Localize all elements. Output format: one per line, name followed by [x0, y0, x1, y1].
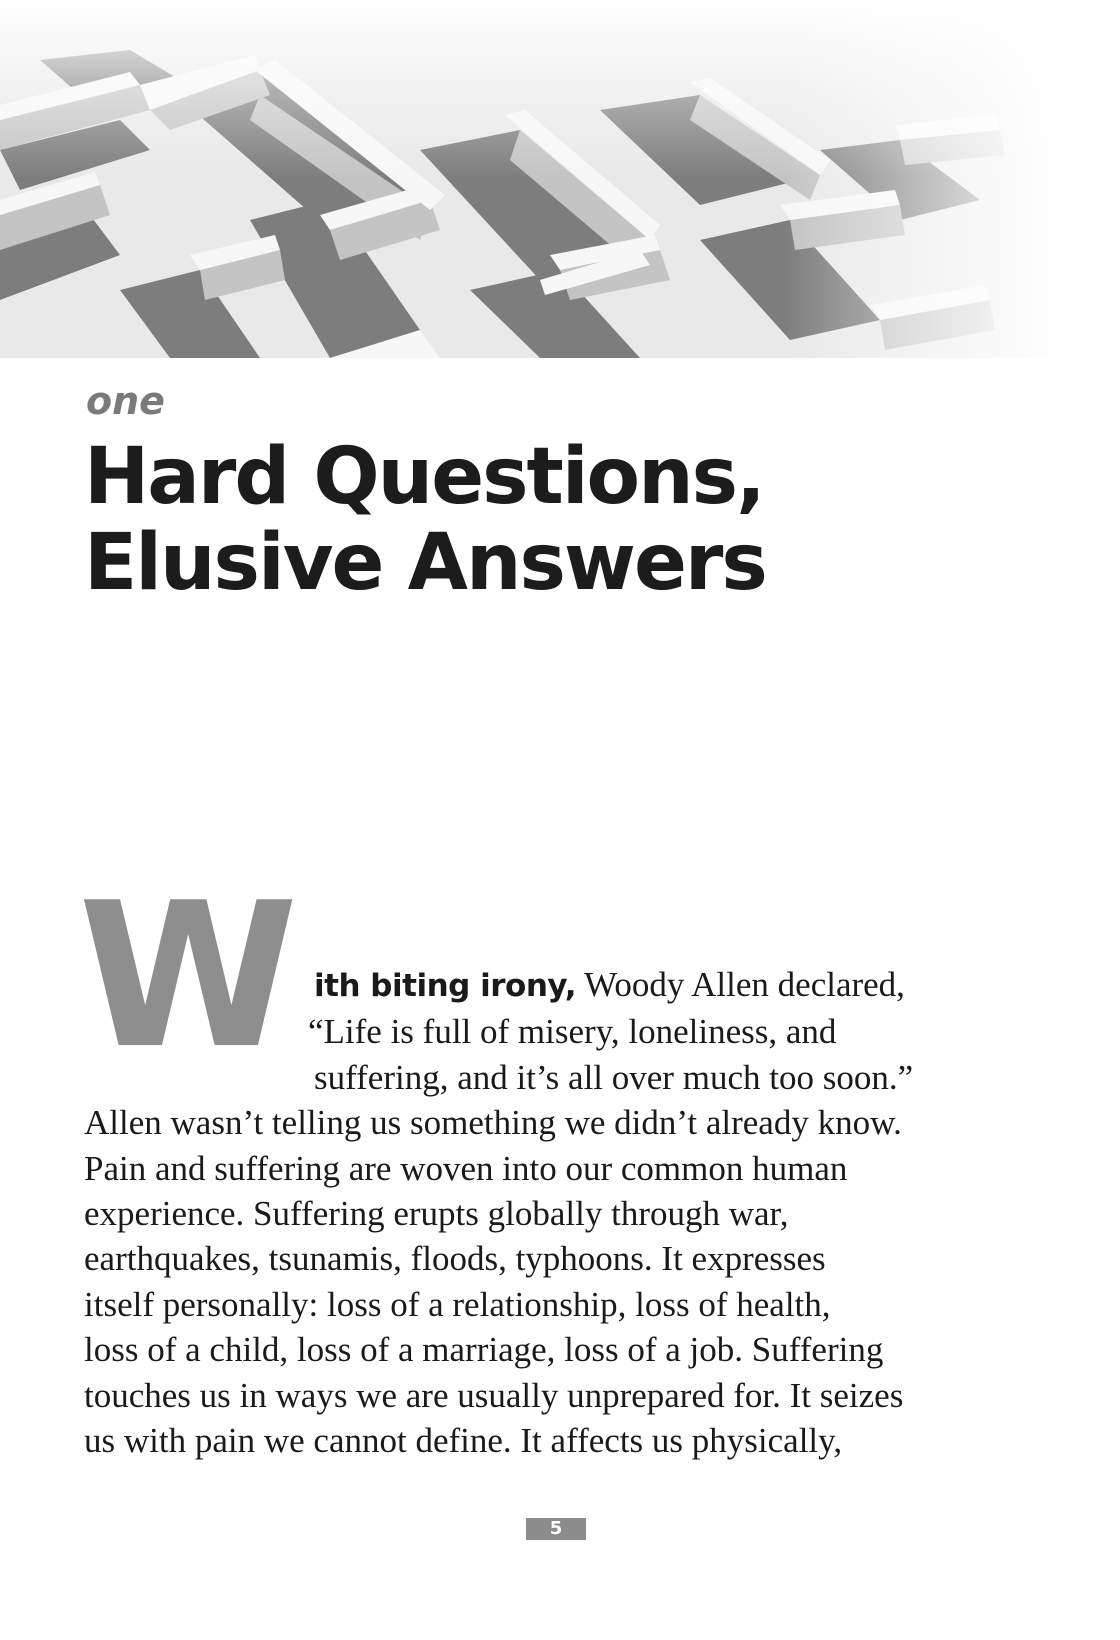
text-line: us with pain we cannot define. It affects us physically, [84, 1421, 843, 1461]
text-line: Pain and suffering are woven into our common human [84, 1148, 848, 1188]
text-line-fragment: Woody Allen declared, [575, 965, 905, 1004]
maze-header-illustration [0, 0, 1120, 358]
text-line [84, 962, 1044, 1009]
drop-cap: W [78, 860, 285, 1093]
text-line: loss of a child, loss of a marriage, loss of a job. Suffering [84, 1330, 884, 1370]
lead-in-phrase: ith biting irony, [314, 968, 576, 1004]
chapter-title-line-2: Elusive Answers [84, 518, 766, 608]
chapter-title [84, 434, 766, 606]
chapter-number: one [86, 379, 165, 423]
text-line: “Life is full of misery, loneliness, and [308, 1012, 837, 1052]
chapter-title-line-1: Hard Questions, [84, 432, 764, 522]
text-line: itself personally: loss of a relationship, loss of health, [84, 1284, 831, 1324]
page-number-badge: 5 [526, 1518, 586, 1540]
text-line: touches us in ways we are usually unprepared for. It seizes [84, 1375, 904, 1415]
text-line: Allen wasn’t telling us something we didn’t already know. [84, 1103, 902, 1143]
text-line: earthquakes, tsunamis, floods, typhoons. It expresses [84, 1239, 826, 1279]
text-line: experience. Suffering erupts globally through war, [84, 1194, 789, 1234]
maze-illustration-icon [0, 0, 1120, 358]
body-paragraph [84, 962, 1044, 1463]
text-line: suffering, and it’s all over much too soon.” [314, 1057, 914, 1097]
